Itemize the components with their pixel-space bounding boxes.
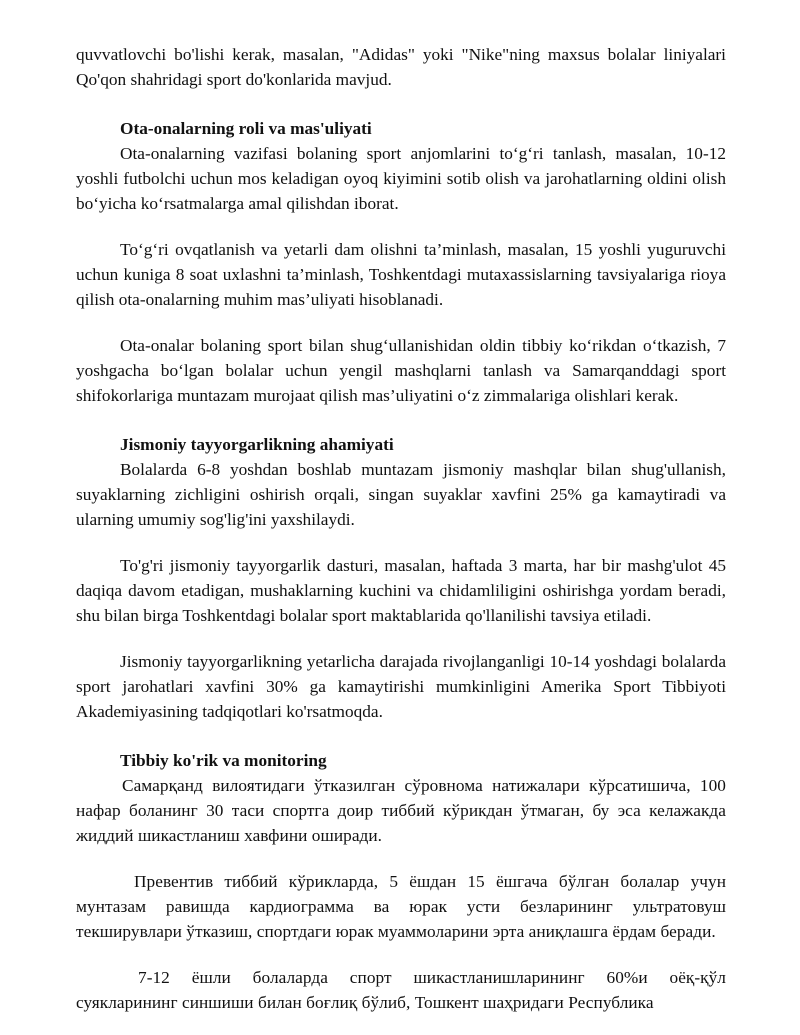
section-heading-parents-role: Ota-onalarning roli va mas'uliyati xyxy=(120,119,372,138)
paragraph: Jismoniy tayyorgarlikning yetarlicha darajada rivojlanganligi 10-14 yoshdagi bolalarda sport jarohatlari xavfini 30% ga kamaytirishi mumkinligini Amerika Sport Tibbiyoti Akademiyasining tadqiqotlari ko'rsatmoqda. xyxy=(76,652,726,721)
section-heading-physical-fitness: Jismoniy tayyorgarlikning ahamiyati xyxy=(120,435,394,454)
paragraph-continuation: quvvatlovchi bo'lishi kerak, masalan, "Adidas" yoki "Nike"ning maxsus bolalar liniyalari Qo'qon shahridagi sport do'konlarida mavjud. xyxy=(76,45,726,89)
paragraph: Самарқанд вилоятидаги ўтказилган сўровнома натижалари кўрсатишича, 100 нафар боланинг 30 таси спортга доир тиббий кўрикдан ўтмаган, бу эса келажакда жиддий шикастланиш хавфини оширади. xyxy=(76,776,726,845)
paragraph: Ota-onalarning vazifasi bolaning sport anjomlarini to‘g‘ri tanlash, masalan, 10-12 yoshli futbolchi uchun mos keladigan oyoq kiyimini sotib olish va jarohatlarning oldini olish bo‘yicha ko‘rsatmalarga amal qilishdan iborat. xyxy=(76,144,726,213)
document-page xyxy=(76,42,726,1015)
paragraph: Превентив тиббий кўрикларда, 5 ёшдан 15 ёшгача бўлган болалар учун мунтазам равишда кардиограмма ва юрак усти безларининг ультратовуш текширувлари ўтказиш, спортдаги юрак муаммоларини эрта аниқлашга ёрдам беради. xyxy=(76,872,726,941)
paragraph: Bolalarda 6-8 yoshdan boshlab muntazam jismoniy mashqlar bilan shug'ullanish, suyaklarning zichligini oshirish orqali, singan suyaklar xavfini 25% ga kamaytiradi va ularning umumiy sog'lig'ini yaxshilaydi. xyxy=(76,460,726,529)
paragraph: Ota-onalar bolaning sport bilan shug‘ullanishidan oldin tibbiy ko‘rikdan o‘tkazish, 7 yoshgacha bo‘lgan bolalar uchun yengil mashqlarni tanlash va Samarqanddagi sport shifokorlariga muntazam murojaat qilish mas’uliyatini o‘z zimmalariga olishlari kerak. xyxy=(76,336,726,405)
paragraph: To‘g‘ri ovqatlanish va yetarli dam olishni ta’minlash, masalan, 15 yoshli yuguruvchi uchun kuniga 8 soat uxlashni ta’minlash, Toshkentdagi mutaxassislarning tavsiyalariga rioya qilish ota-onalarning muhim mas’uliyati hisoblanadi. xyxy=(76,240,726,309)
section-heading-medical-checkup: Tibbiy ko'rik va monitoring xyxy=(120,751,327,770)
paragraph: To'g'ri jismoniy tayyorgarlik dasturi, masalan, haftada 3 marta, har bir mashg'ulot 45 daqiqa davom etadigan, mushaklarning kuchini va chidamliligini oshirishga yordam beradi, shu bilan birga Toshkentdagi bolalar sport maktablarida qo'llanilishi tavsiya etiladi. xyxy=(76,556,726,625)
paragraph: 7-12 ёшли болаларда спорт шикастланишларининг 60%и оёқ-қўл суякларининг синшиши билан боғлиқ бўлиб, Тошкент шаҳридаги Республика xyxy=(76,968,726,1012)
